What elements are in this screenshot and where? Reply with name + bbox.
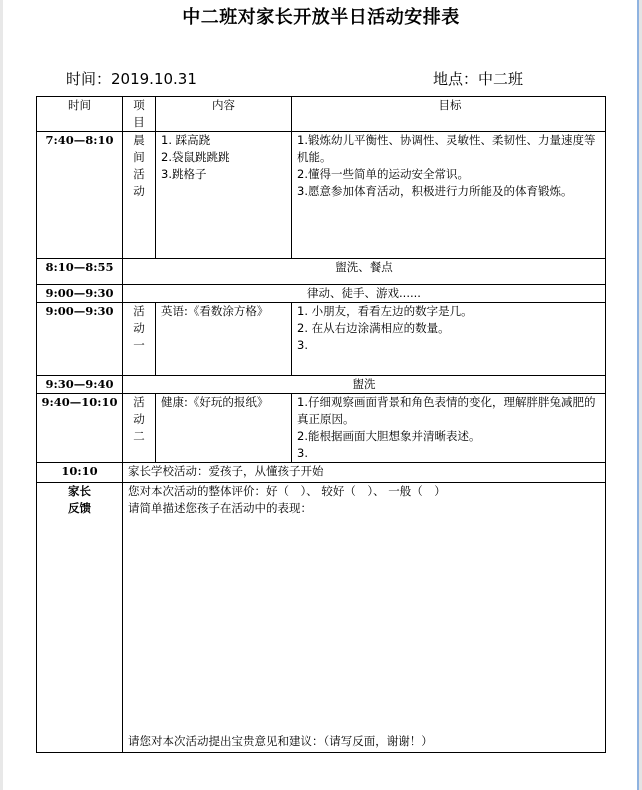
table-row-activity-one [37, 303, 606, 376]
time-cell: 9:40—10:10 [37, 394, 123, 463]
feedback-label-cell: 家长 反馈 [37, 483, 123, 753]
goal-cell: 1. 小朋友，看看左边的数字是几。 2. 在从右边涂满相应的数量。 3. [292, 303, 606, 376]
content-cell: 1. 踩高跷 2.袋鼠跳跳跳 3.跳格子 [156, 132, 292, 259]
header-time: 时间 [37, 97, 123, 132]
content-cell: 英语:《看数涂方格》 [156, 303, 292, 376]
project-cell: 晨 间 活 动 [123, 132, 156, 259]
content-cell: 健康:《好玩的报纸》 [156, 394, 292, 463]
goal-cell: 1.仔细观察画面背景和角色表情的变化，理解胖胖兔减肥的真正原因。 2.能根据画面大胆想象并清晰表述。 3. [292, 394, 606, 463]
goal-cell: 1.锻炼幼儿平衡性、协调性、灵敏性、柔韧性、力量速度等机能。 2.懂得一些简单的运动安全常识。 3.愿意参加体育活动，积极进行力所能及的体育锻炼。 [292, 132, 606, 259]
activity-cell: 家长学校活动：爱孩子，从懂孩子开始 [123, 463, 606, 483]
activity-cell: 律动、徒手、游戏...... [123, 285, 606, 303]
header-goal: 目标 [292, 97, 606, 132]
time-cell: 9:00—9:30 [37, 285, 123, 303]
table-row-activity-two [37, 394, 606, 463]
activity-cell: 盥洗 [123, 376, 606, 394]
table-row-rhythm [37, 285, 606, 303]
activity-cell: 盥洗、餐点 [123, 259, 606, 285]
header-content: 内容 [156, 97, 292, 132]
place-label: 地点：中二班 [433, 70, 524, 88]
time-cell: 9:30—9:40 [37, 376, 123, 394]
project-cell: 活 动 二 [123, 394, 156, 463]
rating-prompt: 您对本次活动的整体评价：好（ ）、 较好（ ）、 一般（ ） [128, 484, 446, 498]
table-row-wash-snack [37, 259, 606, 285]
table-row-feedback [37, 483, 606, 753]
date-label: 时间：2019.10.31 [66, 70, 197, 88]
describe-prompt: 请简单描述您孩子在活动中的表现： [128, 501, 312, 515]
document-title: 中二班对家长开放半日活动安排表 [182, 7, 460, 28]
schedule-table [36, 96, 606, 753]
table-row-parent-school [37, 463, 606, 483]
feedback-cell[interactable] [123, 483, 606, 753]
table-row-morning [37, 132, 606, 259]
header-project: 项 目 [123, 97, 156, 132]
time-cell: 8:10—8:55 [37, 259, 123, 285]
time-cell: 9:00—9:30 [37, 303, 123, 376]
table-row-wash [37, 376, 606, 394]
project-cell: 活 动 一 [123, 303, 156, 376]
time-cell: 7:40—8:10 [37, 132, 123, 259]
suggestion-prompt: 请您对本次活动提出宝贵意见和建议：（请写反面，谢谢！） [128, 734, 433, 748]
table-header-row [37, 97, 606, 132]
time-cell: 10:10 [37, 463, 123, 483]
